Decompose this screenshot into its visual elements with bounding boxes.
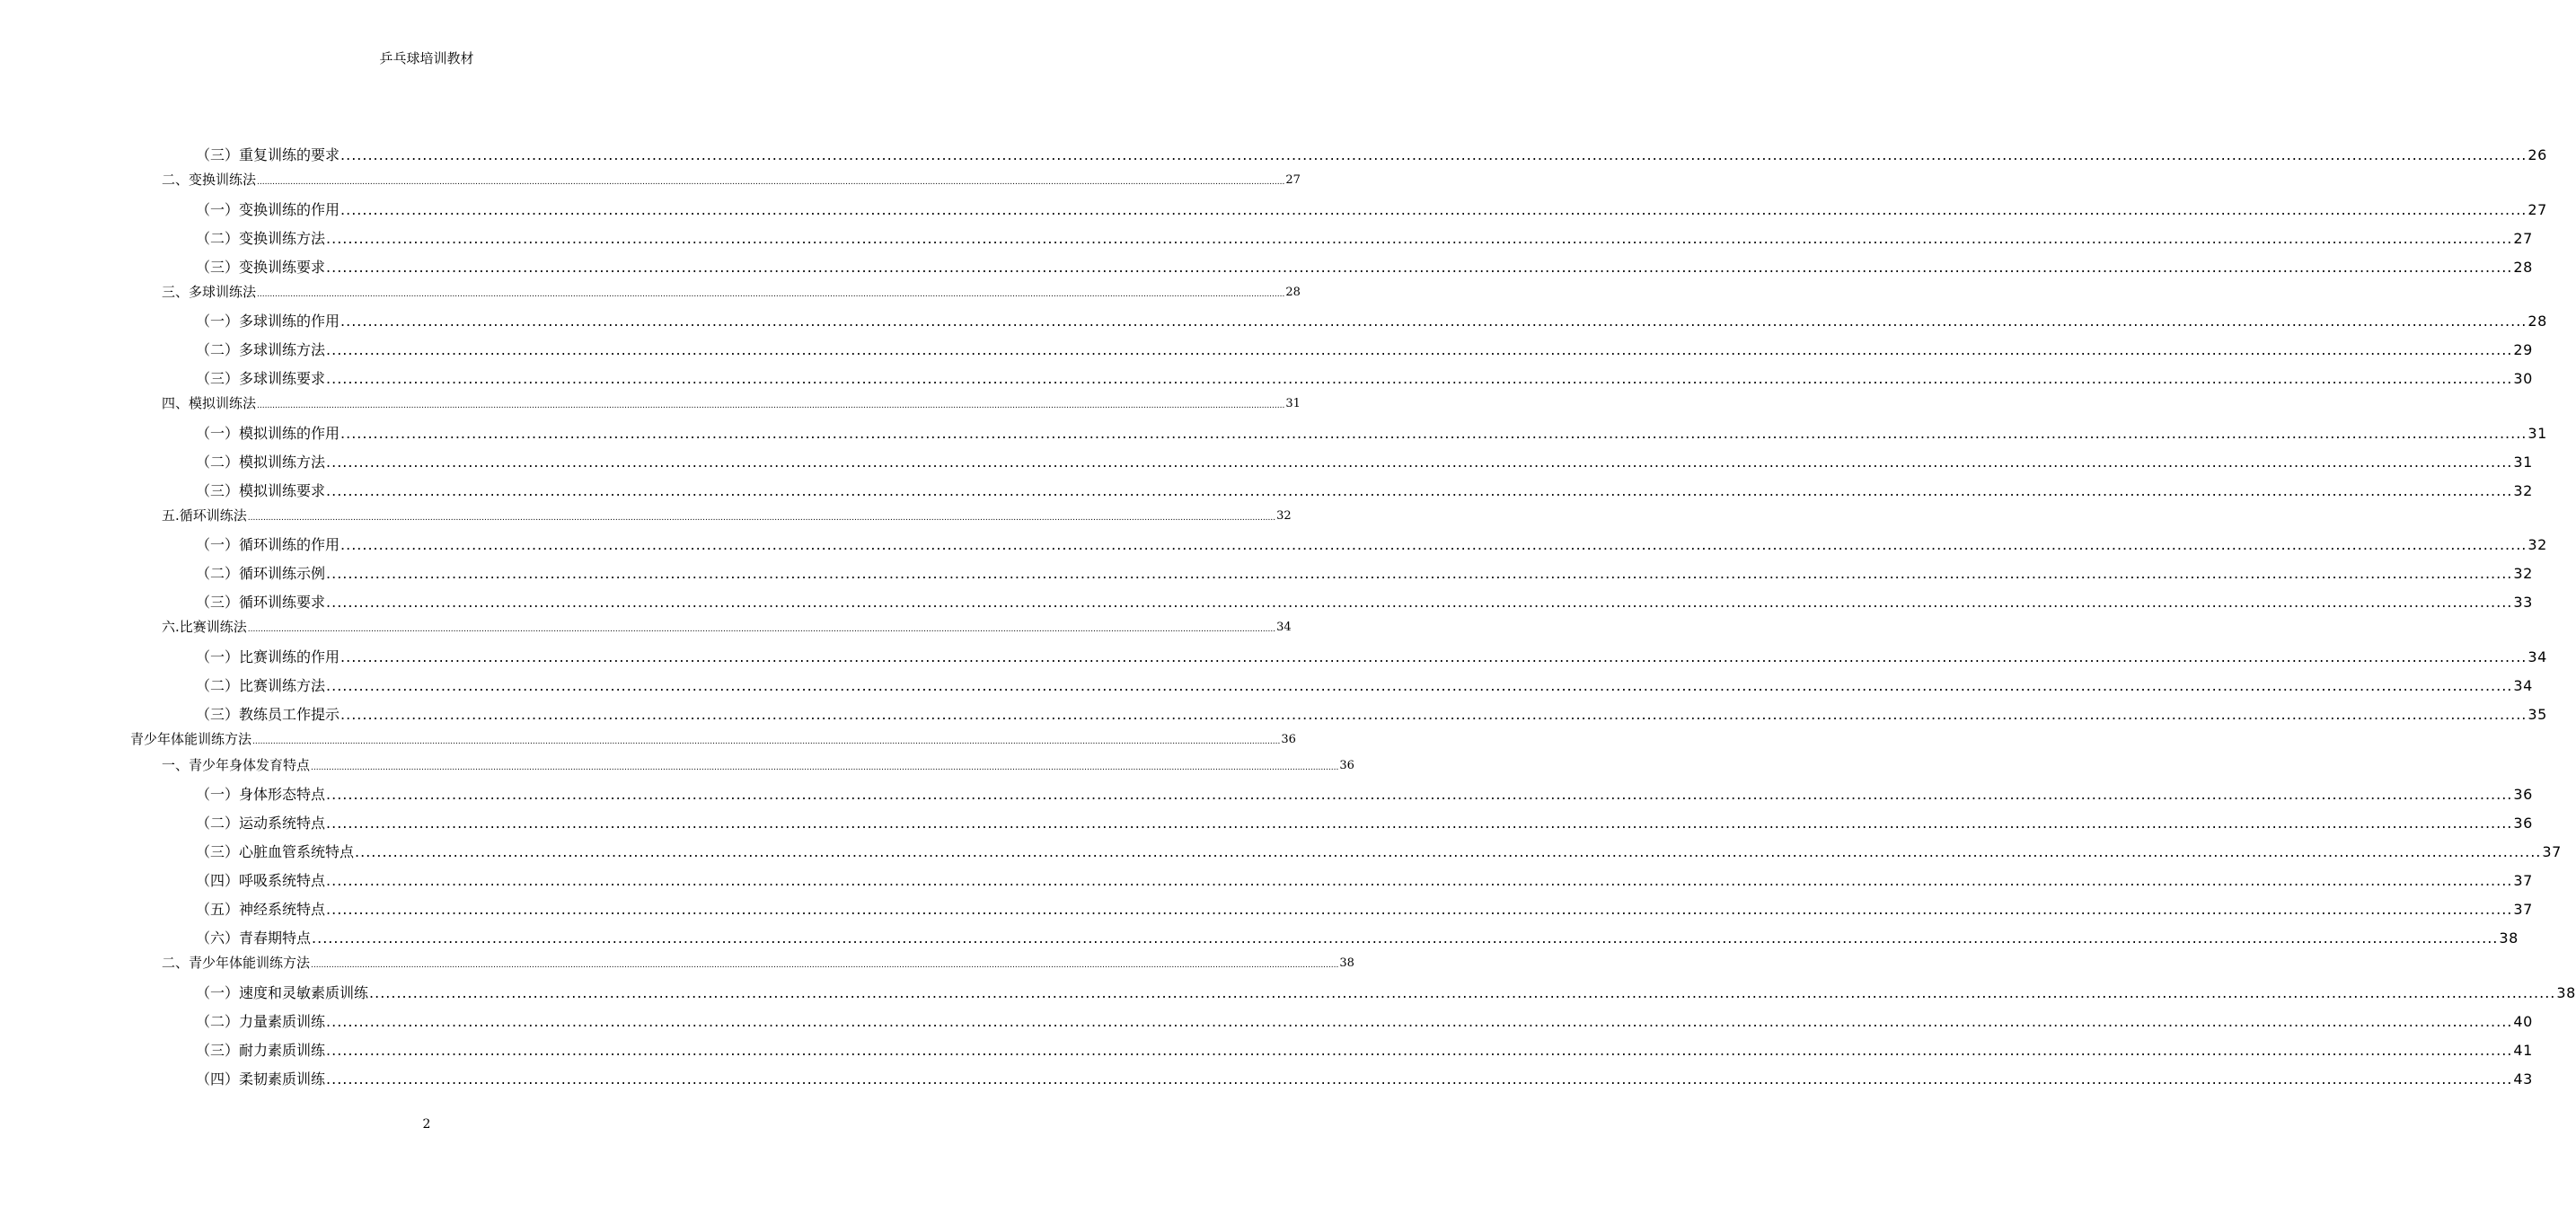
toc-dot-leader: ................................................................................................................................................................................................................................................................................................................................................................................................................ <box>326 872 2513 889</box>
toc-entry-page: 36 <box>2513 786 2533 803</box>
toc-dot-leader: ................................................................................................................................................................................................................................................................................................................................................................................................................ <box>326 1013 2513 1030</box>
toc-entry-page: 31 <box>2513 454 2533 471</box>
toc-entry[interactable] <box>196 705 2547 725</box>
toc-entry-label: （三）多球训练要求 <box>196 370 326 387</box>
toc-dot-leader: ................................................................................................................................................................................................................................................................................................................................................................................................................ <box>369 984 2556 1001</box>
toc-entry-label: （一）速度和灵敏素质训练 <box>196 984 369 1001</box>
toc-entry-page: 37 <box>2542 843 2562 860</box>
toc-entry-page: 32 <box>2513 565 2533 582</box>
toc-entry-page: 29 <box>2513 341 2533 358</box>
toc-entry-label: 二、青少年体能训练方法 <box>162 955 311 971</box>
toc-entry[interactable] <box>196 1012 2533 1032</box>
toc-entry-page: 32 <box>2527 536 2547 553</box>
toc-entry-page: 38 <box>2556 984 2576 1001</box>
toc-dot-leader: ................................................................................................................................................................................................................................................................................................................................................................................................................ <box>326 482 2513 499</box>
toc-entry-page: 36 <box>1339 759 1354 772</box>
toc-entry[interactable] <box>196 785 2533 805</box>
toc-entry[interactable] <box>196 312 2547 331</box>
toc-entry[interactable] <box>196 900 2533 920</box>
toc-dot-leader: ................................................................................................................................................................................................................................................................................................................................................................................................................ <box>326 259 2513 276</box>
toc-entry[interactable] <box>130 730 1296 748</box>
toc-entry-label: （三）教练员工作提示 <box>196 706 340 723</box>
toc-entry-label: （一）模拟训练的作用 <box>196 425 340 442</box>
toc-entry-page: 27 <box>1285 173 1301 187</box>
toc-entry[interactable] <box>196 340 2533 360</box>
toc-entry-page: 36 <box>2513 815 2533 832</box>
toc-entry-page: 28 <box>2527 313 2547 330</box>
toc-entry-label: （二）运动系统特点 <box>196 815 326 832</box>
toc-entry-page: 32 <box>2513 482 2533 499</box>
toc-entry[interactable] <box>162 171 1301 189</box>
toc-entry-label: 二、变换训练法 <box>162 172 257 188</box>
toc-entry-page: 34 <box>2513 677 2533 694</box>
toc-dot-leader: ................................................................................................................................................................................................................................................................................................................................................................................................................ <box>326 454 2513 471</box>
page-number: 2 <box>422 1117 431 1132</box>
toc-entry[interactable] <box>162 756 1354 774</box>
toc-entry-label: （三）重复训练的要求 <box>196 146 340 163</box>
toc-entry-label: 四、模拟训练法 <box>162 395 257 411</box>
toc-entry-page: 28 <box>1285 286 1301 299</box>
toc-dot-leader: ................................................................................................................................................................................................................................................................................................................................................................................................................ <box>326 341 2513 358</box>
toc-dot-leader: ................................................................................................................................................................................................................................................................................................................................................................................................................ <box>312 929 2499 947</box>
toc-entry[interactable] <box>196 424 2547 444</box>
toc-entry-label: 五.循环训练法 <box>162 507 247 524</box>
toc-dot-leader: ................................................................................................................................................................................................................................................................................................................................................................................................................ <box>257 178 1285 187</box>
page-header: 乒乓球培训教材 <box>379 50 474 66</box>
toc-entry[interactable] <box>196 814 2533 833</box>
toc-entry-page: 41 <box>2513 1042 2533 1059</box>
toc-entry-page: 37 <box>2513 901 2533 918</box>
toc-entry-label: （二）模拟训练方法 <box>196 454 326 471</box>
toc-dot-leader: ................................................................................................................................................................................................................................................................................................................................................................................................................ <box>326 901 2513 918</box>
toc-entry[interactable] <box>196 481 2533 501</box>
toc-entry-page: 37 <box>2513 872 2533 889</box>
toc-dot-leader: ................................................................................................................................................................................................................................................................................................................................................................................................................ <box>340 146 2527 163</box>
toc-entry[interactable] <box>196 535 2547 555</box>
toc-entry-label: （一）比赛训练的作用 <box>196 648 340 665</box>
toc-dot-leader: ................................................................................................................................................................................................................................................................................................................................................................................................................ <box>247 625 1276 634</box>
toc-entry-page: 35 <box>2527 706 2547 723</box>
toc-entry-label: （二）多球训练方法 <box>196 341 326 358</box>
toc-entry-label: （三）心脏血管系统特点 <box>196 843 355 860</box>
toc-dot-leader: ................................................................................................................................................................................................................................................................................................................................................................................................................ <box>340 313 2527 330</box>
toc-entry-page: 34 <box>2527 648 2547 665</box>
toc-entry[interactable] <box>196 564 2533 584</box>
toc-entry-page: 40 <box>2513 1013 2533 1030</box>
toc-dot-leader: ................................................................................................................................................................................................................................................................................................................................................................................................................ <box>326 1042 2513 1059</box>
toc-entry[interactable] <box>196 1041 2533 1061</box>
toc-dot-leader: ................................................................................................................................................................................................................................................................................................................................................................................................................ <box>326 1070 2513 1088</box>
toc-dot-leader: ................................................................................................................................................................................................................................................................................................................................................................................................................ <box>326 370 2513 387</box>
toc-entry[interactable] <box>196 593 2533 612</box>
toc-entry-label: 青少年体能训练方法 <box>130 731 252 747</box>
toc-entry-label: （一）多球训练的作用 <box>196 313 340 330</box>
toc-entry-page: 38 <box>2499 929 2519 947</box>
toc-entry-page: 28 <box>2513 259 2533 276</box>
toc-entry[interactable] <box>196 871 2533 891</box>
toc-dot-leader: ................................................................................................................................................................................................................................................................................................................................................................................................................ <box>311 961 1339 970</box>
toc-dot-leader: ................................................................................................................................................................................................................................................................................................................................................................................................................ <box>257 290 1285 299</box>
toc-entry[interactable] <box>162 954 1354 972</box>
toc-dot-leader: ................................................................................................................................................................................................................................................................................................................................................................................................................ <box>355 843 2542 860</box>
toc-entry-label: 三、多球训练法 <box>162 284 257 300</box>
toc-dot-leader: ................................................................................................................................................................................................................................................................................................................................................................................................................ <box>340 648 2527 665</box>
toc-entry[interactable] <box>196 258 2533 278</box>
toc-entry-label: （二）比赛训练方法 <box>196 677 326 694</box>
toc-entry[interactable] <box>196 676 2533 696</box>
toc-dot-leader: ................................................................................................................................................................................................................................................................................................................................................................................................................ <box>340 706 2527 723</box>
toc-entry-label: （五）神经系统特点 <box>196 901 326 918</box>
toc-entry-page: 33 <box>2513 594 2533 611</box>
toc-entry[interactable] <box>196 648 2547 667</box>
toc-dot-leader: ................................................................................................................................................................................................................................................................................................................................................................................................................ <box>326 677 2513 694</box>
toc-dot-leader: ................................................................................................................................................................................................................................................................................................................................................................................................................ <box>257 401 1285 410</box>
toc-entry[interactable] <box>162 507 1292 524</box>
toc-entry-label: （四）柔韧素质训练 <box>196 1070 326 1088</box>
toc-entry[interactable] <box>196 229 2533 249</box>
toc-entry[interactable] <box>196 842 2562 862</box>
toc-dot-leader: ................................................................................................................................................................................................................................................................................................................................................................................................................ <box>340 536 2527 553</box>
toc-entry[interactable] <box>196 1070 2533 1089</box>
toc-entry-label: （一）变换训练的作用 <box>196 201 340 218</box>
toc-entry[interactable] <box>196 200 2547 220</box>
toc-entry-page: 31 <box>1285 397 1301 410</box>
toc-entry-label: （二）力量素质训练 <box>196 1013 326 1030</box>
toc-entry-label: （二）变换训练方法 <box>196 230 326 247</box>
toc-entry-page: 32 <box>1276 509 1292 523</box>
toc-entry-page: 27 <box>2527 201 2547 218</box>
toc-dot-leader: ................................................................................................................................................................................................................................................................................................................................................................................................................ <box>326 565 2513 582</box>
toc-entry[interactable] <box>196 145 2547 165</box>
toc-dot-leader: ................................................................................................................................................................................................................................................................................................................................................................................................................ <box>326 594 2513 611</box>
toc-entry-label: （四）呼吸系统特点 <box>196 872 326 889</box>
toc-entry-label: （三）耐力素质训练 <box>196 1042 326 1059</box>
toc-dot-leader: ................................................................................................................................................................................................................................................................................................................................................................................................................ <box>326 230 2513 247</box>
toc-dot-leader: ................................................................................................................................................................................................................................................................................................................................................................................................................ <box>326 786 2513 803</box>
toc-entry[interactable] <box>162 618 1292 636</box>
toc-entry[interactable] <box>162 394 1301 412</box>
toc-entry[interactable] <box>196 983 2576 1003</box>
toc-entry[interactable] <box>196 929 2519 948</box>
toc-dot-leader: ................................................................................................................................................................................................................................................................................................................................................................................................................ <box>252 737 1281 746</box>
toc-entry[interactable] <box>162 283 1301 301</box>
toc-entry-page: 27 <box>2513 230 2533 247</box>
toc-entry[interactable] <box>196 453 2533 472</box>
toc-entry[interactable] <box>196 369 2533 389</box>
toc-entry-label: （三）模拟训练要求 <box>196 482 326 499</box>
toc-entry-label: （六）青春期特点 <box>196 929 312 947</box>
toc-dot-leader: ................................................................................................................................................................................................................................................................................................................................................................................................................ <box>326 815 2513 832</box>
toc-entry-page: 30 <box>2513 370 2533 387</box>
toc-entry-page: 36 <box>1281 733 1296 746</box>
toc-entry-label: （一）身体形态特点 <box>196 786 326 803</box>
toc-dot-leader: ................................................................................................................................................................................................................................................................................................................................................................................................................ <box>340 425 2527 442</box>
toc-dot-leader: ................................................................................................................................................................................................................................................................................................................................................................................................................ <box>311 763 1339 772</box>
toc-entry-page: 26 <box>2527 146 2547 163</box>
toc-entry-label: （二）循环训练示例 <box>196 565 326 582</box>
toc-entry-label: （三）变换训练要求 <box>196 259 326 276</box>
toc-dot-leader: ................................................................................................................................................................................................................................................................................................................................................................................................................ <box>247 514 1276 523</box>
toc-entry-label: （一）循环训练的作用 <box>196 536 340 553</box>
toc-dot-leader: ................................................................................................................................................................................................................................................................................................................................................................................................................ <box>340 201 2527 218</box>
toc-entry-label: 一、青少年身体发育特点 <box>162 757 311 773</box>
toc-entry-label: 六.比赛训练法 <box>162 619 247 635</box>
toc-entry-page: 34 <box>1276 621 1292 634</box>
toc-entry-label: （三）循环训练要求 <box>196 594 326 611</box>
toc-entry-page: 38 <box>1339 956 1354 970</box>
toc-entry-page: 31 <box>2527 425 2547 442</box>
toc-entry-page: 43 <box>2513 1070 2533 1088</box>
